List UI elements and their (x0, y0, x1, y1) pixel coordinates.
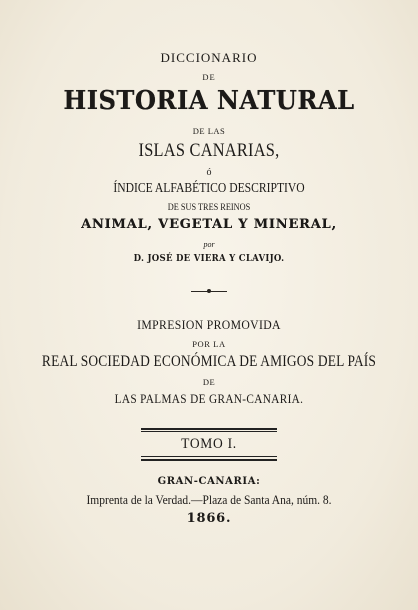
imprint-printer: Imprenta de la Verdad.—Plaza de Santa Ana, núm. 8. (86, 493, 332, 507)
rule-top-thin (141, 431, 277, 432)
conjunction-o: ó (206, 167, 212, 178)
las-palmas-line: LAS PALMAS DE GRAN-CANARIA. (114, 392, 304, 406)
rule-bottom-thick (141, 459, 277, 461)
volume-label: TOMO I. (181, 436, 237, 452)
heading-diccionario: DICCIONARIO (160, 50, 258, 65)
author-name: D. JOSÉ DE VIERA Y CLAVIJO. (133, 253, 285, 264)
heading-de: DE (202, 72, 216, 82)
sociedad-name: REAL SOCIEDAD ECONÓMICA DE AMIGOS DEL PAÍS (41, 353, 377, 370)
por-la-line: POR LA (192, 339, 226, 349)
heading-tres-reinos: DE SUS TRES REINOS (167, 202, 251, 212)
de-line: DE (202, 377, 216, 387)
heading-de-las: DE LAS (192, 126, 226, 136)
byline-por: por (203, 240, 215, 249)
subtitle-indice: ÍNDICE ALFABÉTICO DESCRIPTIVO (113, 180, 305, 195)
main-title: HISTORIA NATURAL (63, 86, 355, 116)
rule-top-thick (141, 428, 277, 430)
imprint-place: GRAN-CANARIA: (157, 476, 261, 487)
imprint-year: 1866. (186, 511, 232, 526)
impresion-line: IMPRESION PROMOVIDA (137, 317, 281, 332)
subtitle-islas-canarias: ISLAS CANARIAS, (138, 140, 280, 161)
ornament-divider (191, 289, 227, 293)
subtitle-reinos: ANIMAL, VEGETAL Y MINERAL, (81, 217, 337, 232)
rule-bottom-thin (141, 456, 277, 457)
